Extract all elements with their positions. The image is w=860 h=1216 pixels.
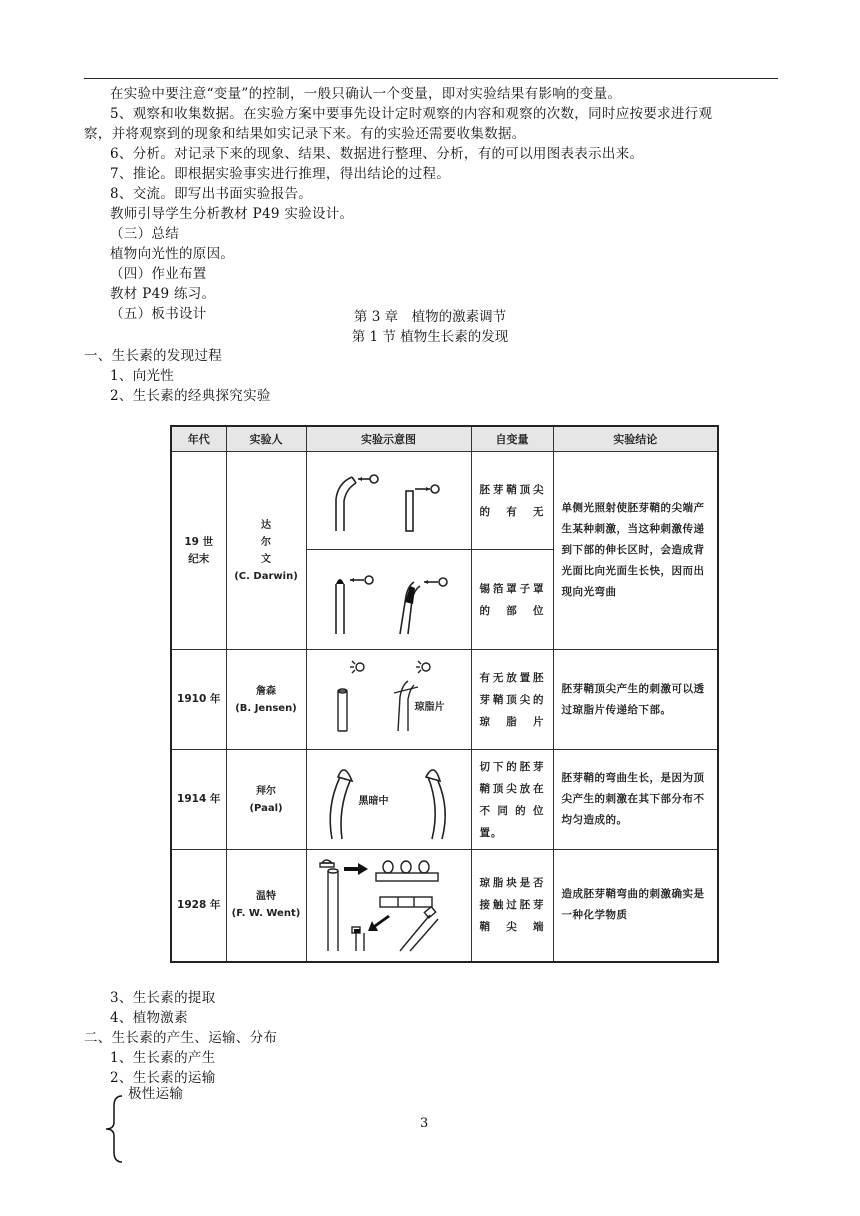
- text-line: 察，并将观察到的现象和结果如实记录下来。有的实验还需要收集数据。: [84, 126, 526, 142]
- darwin-variable-2: 锡箔罩子罩的部位: [471, 550, 553, 650]
- curly-brace: [102, 1094, 126, 1164]
- went-year: 1928 年: [171, 850, 226, 962]
- went-variable: 琼脂块是否接触过胚芽鞘尖端: [471, 850, 553, 962]
- outline-item: 4、植物激素: [110, 1010, 188, 1026]
- page-number: 3: [420, 1116, 429, 1131]
- header-conclusion: 实验结论: [553, 426, 718, 452]
- jensen-year: 1910 年: [171, 650, 226, 750]
- paal-conclusion: 胚芽鞘的弯曲生长，是因为顶尖产生的刺激在其下部分布不均匀造成的。: [553, 750, 718, 850]
- header-variable: 自变量: [471, 426, 553, 452]
- text-line: 植物向光性的原因。: [110, 246, 235, 262]
- darwin-diagram-1-svg: [314, 461, 464, 541]
- chapter-title: 第 3 章 植物的激素调节: [353, 309, 507, 325]
- jensen-diagram: [306, 650, 471, 750]
- darwin-variable-1: 胚芽鞘顶尖的有无: [471, 452, 553, 550]
- outline-item: 1、生长素的产生: [110, 1050, 216, 1066]
- outline-item: 2、生长素的经典探究实验: [110, 388, 271, 404]
- outline-heading: 一、生长素的发现过程: [84, 348, 222, 364]
- header-rule: [84, 78, 778, 79]
- paal-diagram: [306, 750, 471, 850]
- paal-year: 1914 年: [171, 750, 226, 850]
- paal-person: 拜尔 (Paal): [226, 750, 306, 850]
- outline-heading: 二、生长素的产生、运输、分布: [84, 1030, 278, 1046]
- jensen-person: 詹森 (B. Jensen): [226, 650, 306, 750]
- agar-slice-label: 琼脂片: [414, 702, 445, 713]
- went-person: 温特 (F. W. Went): [226, 850, 306, 962]
- jensen-variable: 有无放置胚芽鞘顶尖的琼脂片: [471, 650, 553, 750]
- header-year: 年代: [171, 426, 226, 452]
- darwin-diagram-2-svg: [314, 558, 464, 642]
- darwin-diagram-2: [306, 550, 471, 650]
- went-diagram-svg: [314, 855, 464, 955]
- darwin-conclusion: 单侧光照射使胚芽鞘的尖端产生某种刺激，当这种刺激传递到下部的伸长区时，会造成背光面比向光面生长快，因而出现向光弯曲: [553, 452, 718, 650]
- went-conclusion: 造成胚芽鞘弯曲的刺激确实是一种化学物质: [553, 850, 718, 962]
- text-line: 教师引导学生分析教材 P49 实验设计。: [110, 206, 354, 222]
- text-line: （五）板书设计: [110, 306, 207, 322]
- jensen-conclusion: 胚芽鞘顶尖产生的刺激可以透过琼脂片传递给下部。: [553, 650, 718, 750]
- header-person: 实验人: [226, 426, 306, 452]
- text-line: 5、观察和收集数据。在实验方案中要事先设计定时观察的内容和观察的次数，同时应按要求进行观: [110, 106, 713, 122]
- auxin-experiments-table: [170, 425, 719, 963]
- went-diagram: [306, 850, 471, 962]
- text-line: 教材 P49 练习。: [110, 286, 216, 302]
- darwin-year: 19 世 纪末: [171, 452, 226, 650]
- paal-variable: 切下的胚芽鞘顶尖放在不同的位置。: [471, 750, 553, 850]
- text-line: （四）作业布置: [110, 266, 207, 282]
- header-diagram: 实验示意图: [306, 426, 471, 452]
- text-line: 7、推论。即根据实验事实进行推理，得出结论的过程。: [110, 166, 451, 182]
- text-line: 在实验中要注意“变量”的控制，一般只确认一个变量，即对实验结果有影响的变量。: [110, 86, 622, 102]
- text-line: （三）总结: [110, 226, 179, 242]
- outline-item: 3、生长素的提取: [110, 990, 216, 1006]
- section-title: 第 1 节 植物生长素的发现: [351, 329, 509, 345]
- outline-item: 极性运输: [128, 1086, 184, 1102]
- outline-item: 1、向光性: [110, 368, 175, 384]
- darwin-diagram-1: [306, 452, 471, 550]
- paal-diagram-svg: [314, 757, 464, 843]
- text-line: 6、分析。对记录下来的现象、结果、数据进行整理、分析，有的可以用图表表示出来。: [110, 146, 644, 162]
- darwin-person: 达 尔 文 (C. Darwin): [226, 452, 306, 650]
- text-line: 8、交流。即写出书面实验报告。: [110, 186, 313, 202]
- darkness-label: 黑暗中: [358, 796, 389, 807]
- outline-item: 2、生长素的运输: [110, 1070, 216, 1086]
